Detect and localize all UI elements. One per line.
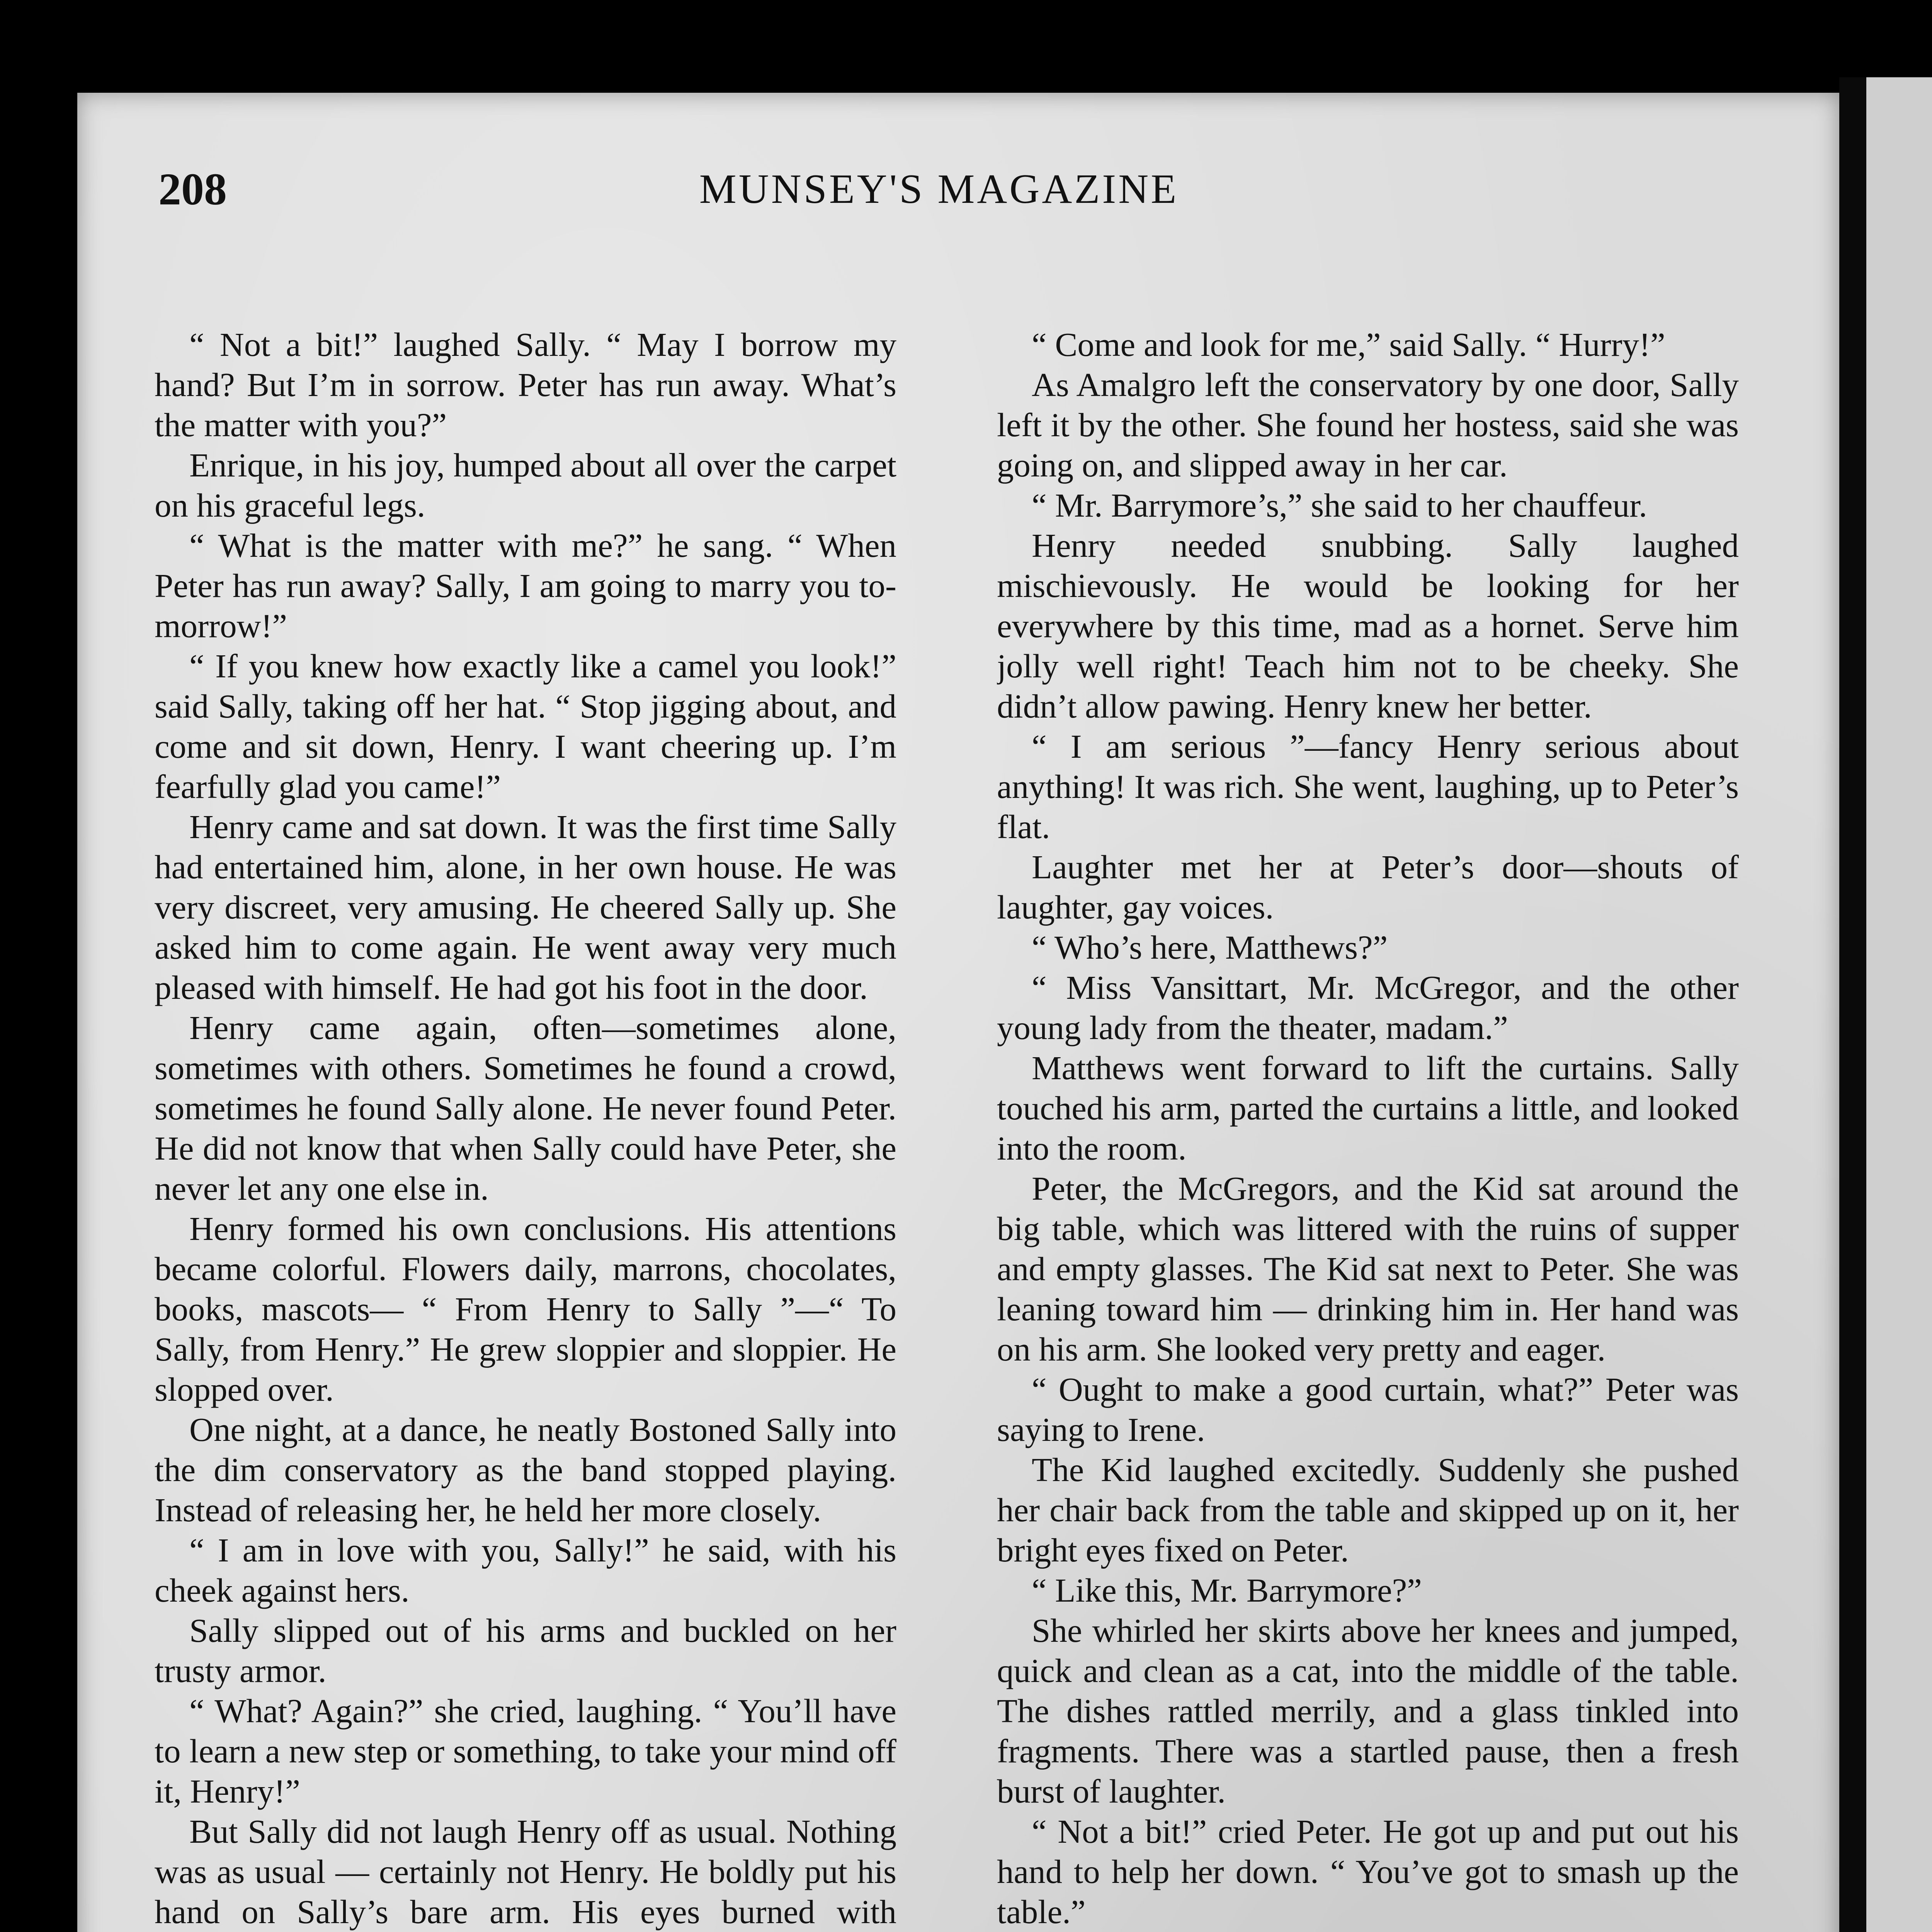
paragraph: “ If you knew how exactly like a camel you look!” said Sally, taking off her hat. “ Stop jigging about, and come and sit down, Henry. I want cheering up. I’m fearfully glad you came!” bbox=[155, 647, 896, 805]
paragraph: Enrique, in his joy, humped about all over the carpet on his graceful legs. bbox=[155, 446, 896, 524]
text-columns bbox=[155, 325, 1739, 1932]
paragraph: The Kid laughed excitedly. Suddenly she pushed her chair back from the table and skipped up on it, her bright eyes fixed on Peter. bbox=[997, 1451, 1739, 1569]
left-column bbox=[155, 325, 896, 1932]
paragraph: “ Not a bit!” cried Peter. He got up and put out his hand to help her down. “ You’ve got to smash up the table.” bbox=[997, 1813, 1739, 1930]
paragraph: “ I am serious ”—fancy Henry serious about anything! It was rich. She went, laughing, up to Peter’s flat. bbox=[997, 728, 1739, 845]
paragraph: But Sally did not laugh Henry off as usual. Nothing was as usual — certainly not Henry. He boldly put his hand on Sally’s bare arm. His eyes burned with bbox=[155, 1813, 896, 1930]
paragraph: Peter, the McGregors, and the Kid sat around the big table, which was littered with the ruins of supper and empty glasses. The Kid sat next to Peter. She was leaning toward him — drinking him in. Her hand was on his arm. She looked very pretty and eager. bbox=[997, 1170, 1739, 1368]
paragraph: Henry came again, often—sometimes alone, sometimes with others. Sometimes he found a crowd, sometimes he found Sally alone. He never found Peter. He did not know that when Sally could have Peter, she never let any one else in. bbox=[155, 1009, 896, 1207]
paragraph: “ I am in love with you, Sally!” he said, with his cheek against hers. bbox=[155, 1531, 896, 1609]
page-gutter bbox=[1839, 77, 1866, 1932]
paragraph: Henry needed snubbing. Sally laughed mischievously. He would be looking for her everywhere by this time, mad as a hornet. Serve him jolly well right! Teach him not to be cheeky. She didn’t allow pawing. Henry knew her better. bbox=[997, 527, 1739, 725]
paragraph: “ What? Again?” she cried, laughing. “ You’ll have to learn a new step or something, to take your mind off it, Henry!” bbox=[155, 1692, 896, 1810]
paragraph: “ Who’s here, Matthews?” bbox=[1032, 929, 1388, 966]
paragraph: “ Not a bit!” laughed Sally. “ May I borrow my hand? But I’m in sorrow. Peter has run away. What’s the matter with you?” bbox=[155, 326, 896, 444]
next-page-edge bbox=[1866, 77, 1932, 1932]
paragraph: One night, at a dance, he neatly Bostoned Sally into the dim conservatory as the band stopped playing. Instead of releasing her, he held her more closely. bbox=[155, 1411, 896, 1529]
paragraph: “ Miss Vansittart, Mr. McGregor, and the other young lady from the theater, madam.” bbox=[997, 969, 1739, 1046]
magazine-title: MUNSEY'S MAGAZINE bbox=[699, 166, 1179, 212]
running-head bbox=[158, 151, 1719, 228]
paragraph: Henry formed his own conclusions. His attentions became colorful. Flowers daily, marrons, chocolates, books, mascots— “ From Henry to Sally ”—“ To Sally, from Henry.” He grew sloppier and sloppier. He slopped over. bbox=[155, 1210, 896, 1408]
paragraph: “ Mr. Barrymore’s,” she said to her chauffeur. bbox=[1032, 486, 1647, 524]
paragraph: Laughter met her at Peter’s door—shouts of laughter, gay voices. bbox=[997, 848, 1739, 926]
paragraph: As Amalgro left the conservatory by one door, Sally left it by the other. She found her hostess, said she was going on, and slipped away in her car. bbox=[997, 366, 1739, 484]
page-number: 208 bbox=[158, 164, 227, 214]
paragraph: “ Come and look for me,” said Sally. “ Hurry!” bbox=[1032, 326, 1665, 363]
paragraph: Henry came and sat down. It was the first time Sally had entertained him, alone, in her own house. He was very discreet, very amusing. He cheered Sally up. She asked him to come again. He went away very much pleased with himself. He had got his foot in the door. bbox=[155, 808, 896, 1006]
paragraph: She whirled her skirts above her knees and jumped, quick and clean as a cat, into the middle of the table. The dishes rattled merrily, and a glass tinkled into fragments. There was a startled pause, then a fresh burst of laughter. bbox=[997, 1612, 1739, 1810]
paragraph: “ What is the matter with me?” he sang. “ When Peter has run away? Sally, I am going to marry you to-morrow!” bbox=[155, 527, 896, 645]
paragraph: “ Like this, Mr. Barrymore?” bbox=[1032, 1571, 1422, 1609]
right-column bbox=[997, 325, 1739, 1932]
paragraph: Matthews went forward to lift the curtains. Sally touched his arm, parted the curtains a little, and looked into the room. bbox=[997, 1049, 1739, 1167]
paragraph: Sally slipped out of his arms and buckled on her trusty armor. bbox=[155, 1612, 896, 1689]
paragraph: “ Ought to make a good curtain, what?” Peter was saying to Irene. bbox=[997, 1371, 1739, 1448]
